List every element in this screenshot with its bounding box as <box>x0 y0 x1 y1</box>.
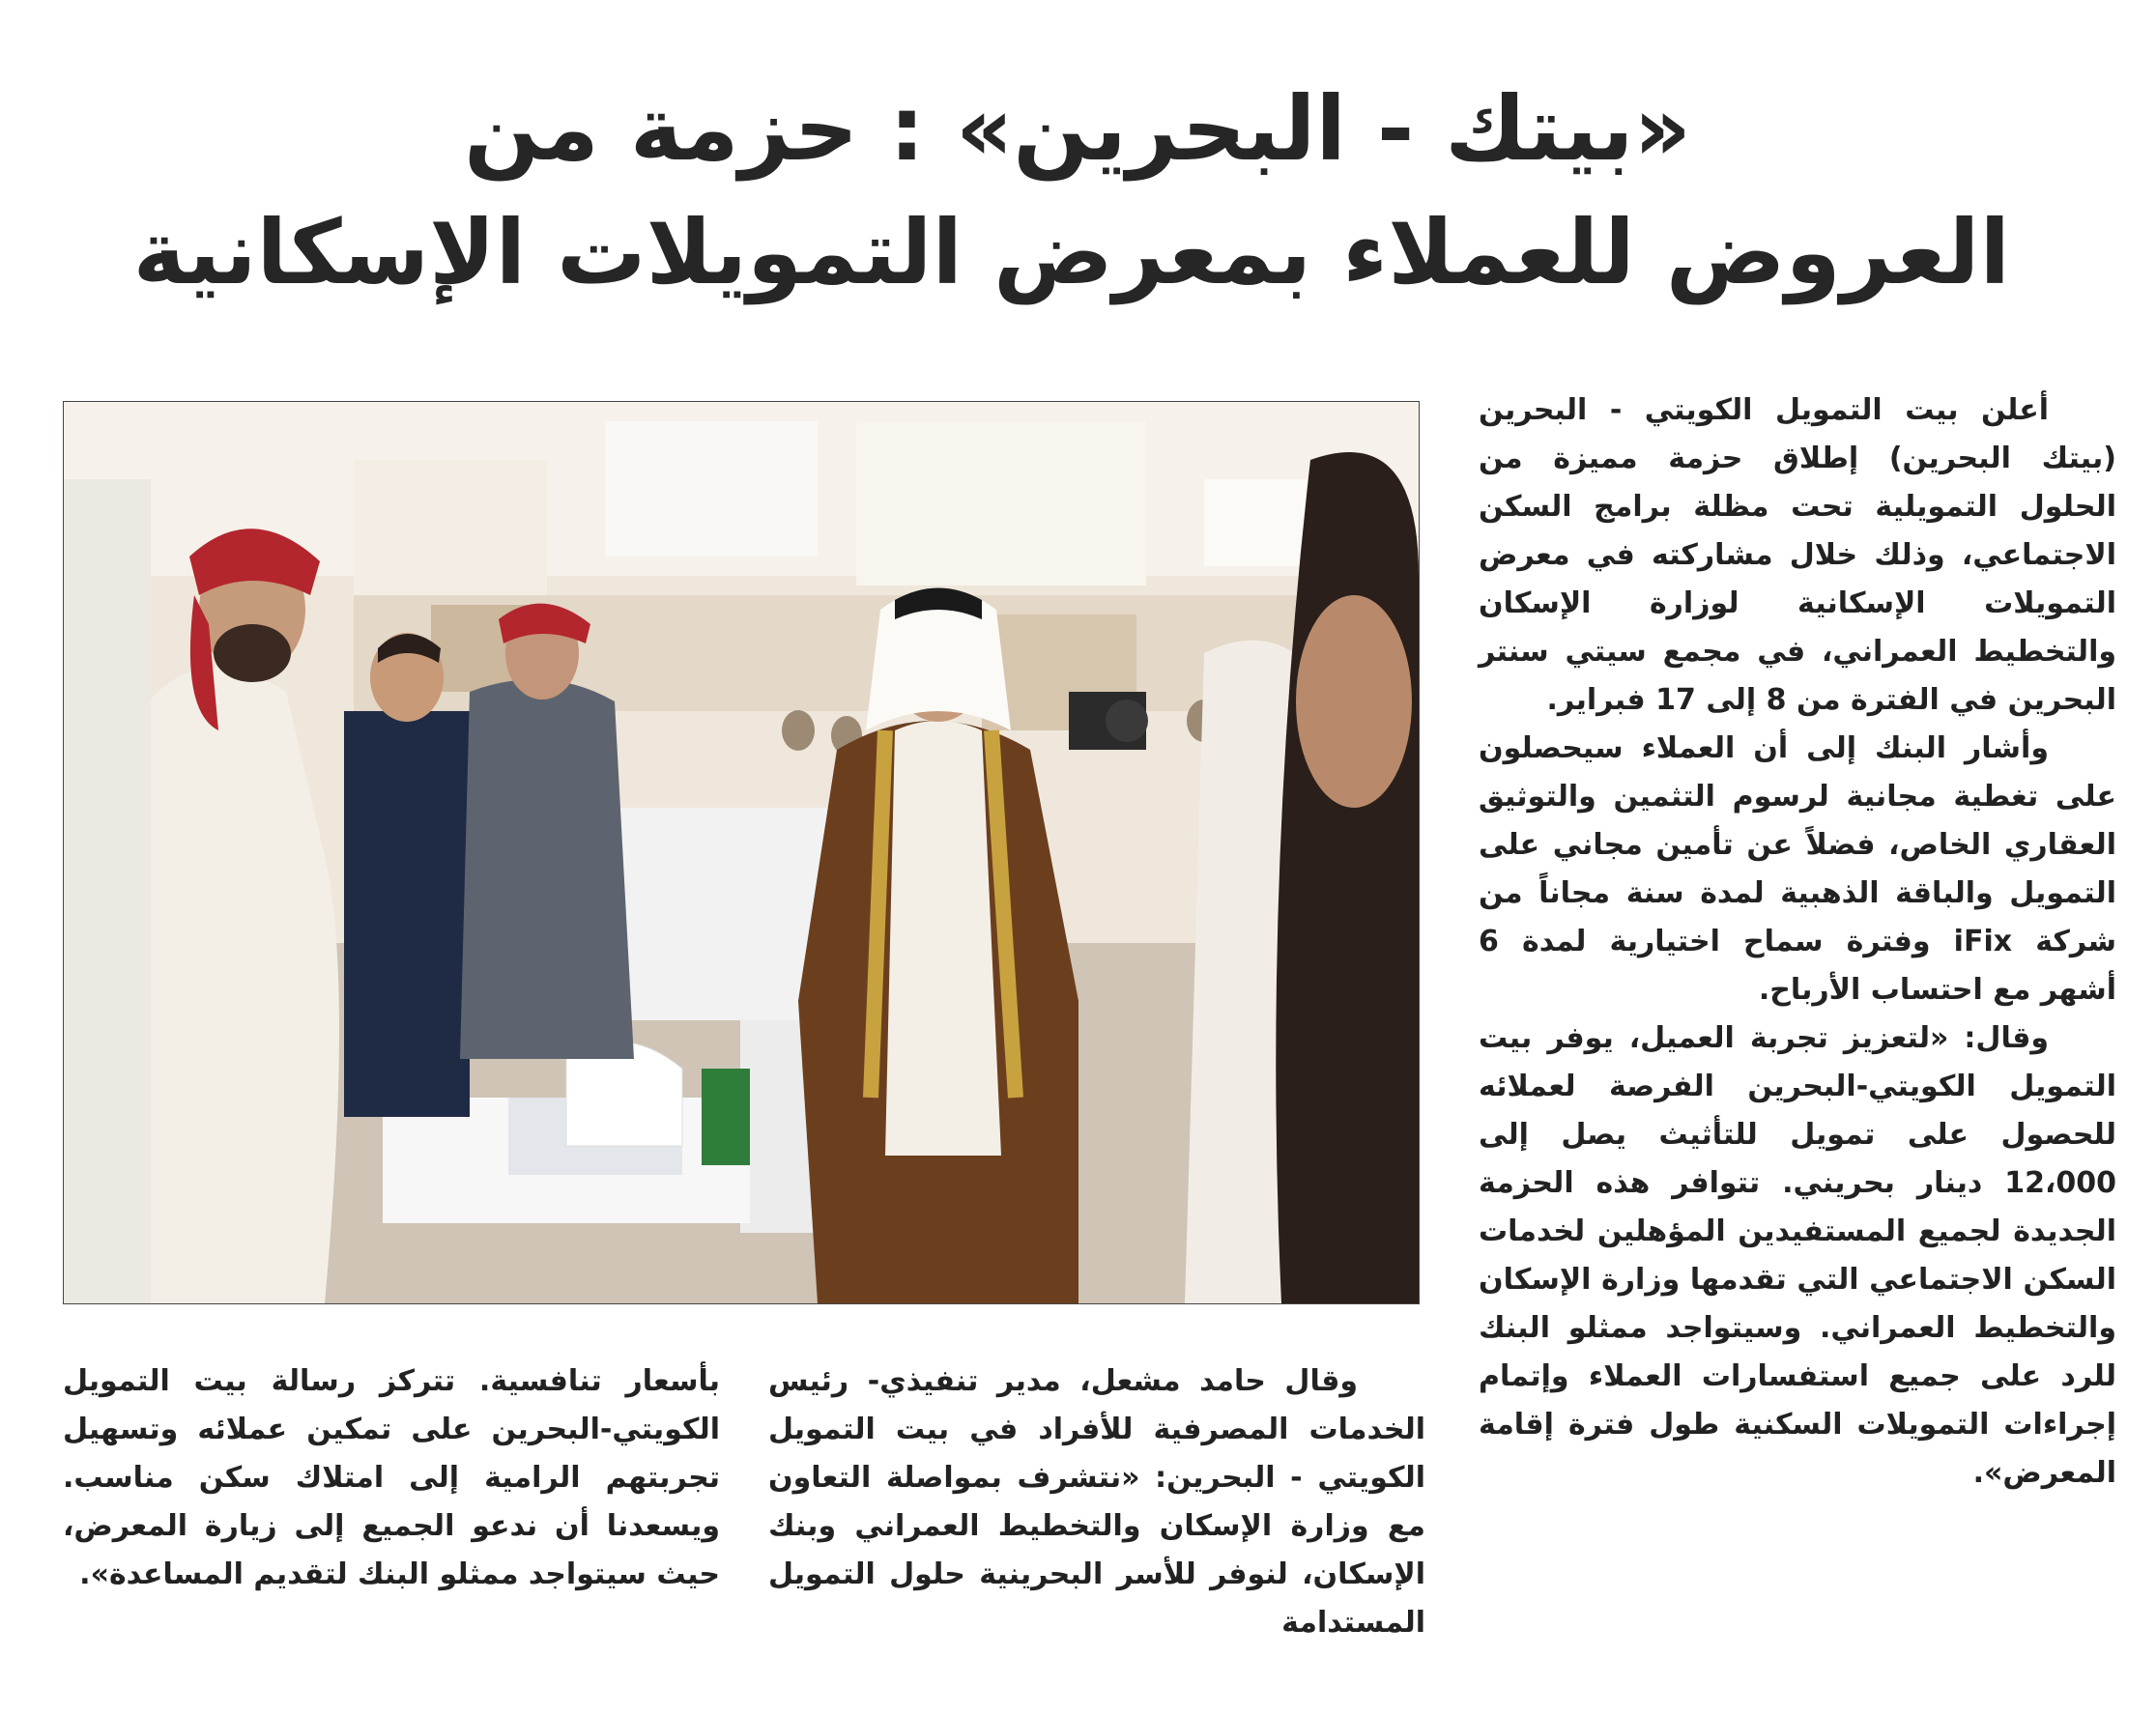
article-column-middle <box>768 1357 1425 1647</box>
headline <box>132 68 2010 315</box>
paragraph: أعلن بيت التمويل الكويتي - البحرين (بيتك البحرين) إطلاق حزمة مميزة من الحلول التمويلية تحت مظلة برامج السكن الاجتماعي، وذلك خلال مشاركته في معرض التمويلات الإسكانية لوزارة الإسكان والتخطيط العمراني، في مجمع سيتي سنتر البحرين في الفترة من 8 إلى 17 فبراير. <box>1479 393 2116 717</box>
headline-line-2: العروض للعملاء بمعرض التمويلات الإسكانية <box>132 201 2010 304</box>
paragraph: وأشار البنك إلى أن العملاء سيحصلون على تغطية مجانية لرسوم التثمين والتوثيق العقاري الخاص، فضلاً عن تأمين مجاني على التمويل والباقة الذهبية لمدة سنة مجاناً من شركة iFix وفترة سماح اختيارية لمدة 6 أشهر مع احتساب الأرباح. <box>1479 731 2117 1007</box>
paragraph: وقال حامد مشعل، مدير تنفيذي- رئيس الخدمات المصرفية للأفراد في بيت التمويل الكويتي - البحرين: «نتشرف بمواصلة التعاون مع وزارة الإسكان والتخطيط العمراني وبنك الإسكان، لنوفر للأسر البحرينية حلول التمويل المستدامة <box>768 1364 1425 1640</box>
article-column-right <box>1479 386 2116 1498</box>
event-photo <box>63 401 1420 1304</box>
paragraph: وقال: «لتعزيز تجربة العميل، يوفر بيت التمويل الكويتي-البحرين الفرصة لعملائه للحصول على تمويل للتأثيث يصل إلى 12،000 دينار بحريني. تتوافر هذه الحزمة الجديدة لجميع المستفيدين المؤهلين لخدمات السكن الاجتماعي التي تقدمها وزارة الإسكان والتخطيط العمراني. وسيتواجد ممثلو البنك للرد على جميع استفسارات العملاء وإتمام إجراءات التمويلات السكنية طول فترة إقامة المعرض». <box>1479 1021 2116 1490</box>
paragraph: بأسعار تنافسية. تتركز رسالة بيت التمويل الكويتي-البحرين على تمكين عملائه وتسهيل تجربتهم الرامية إلى امتلاك سكن مناسب. ويسعدنا أن ندعو الجميع إلى زيارة المعرض، حيث سيتواجد ممثلو البنك لتقديم المساعدة». <box>63 1364 720 1591</box>
headline-line-1: «بيتك - البحرين» : حزمة من <box>464 77 1691 181</box>
article-column-left <box>63 1357 720 1599</box>
